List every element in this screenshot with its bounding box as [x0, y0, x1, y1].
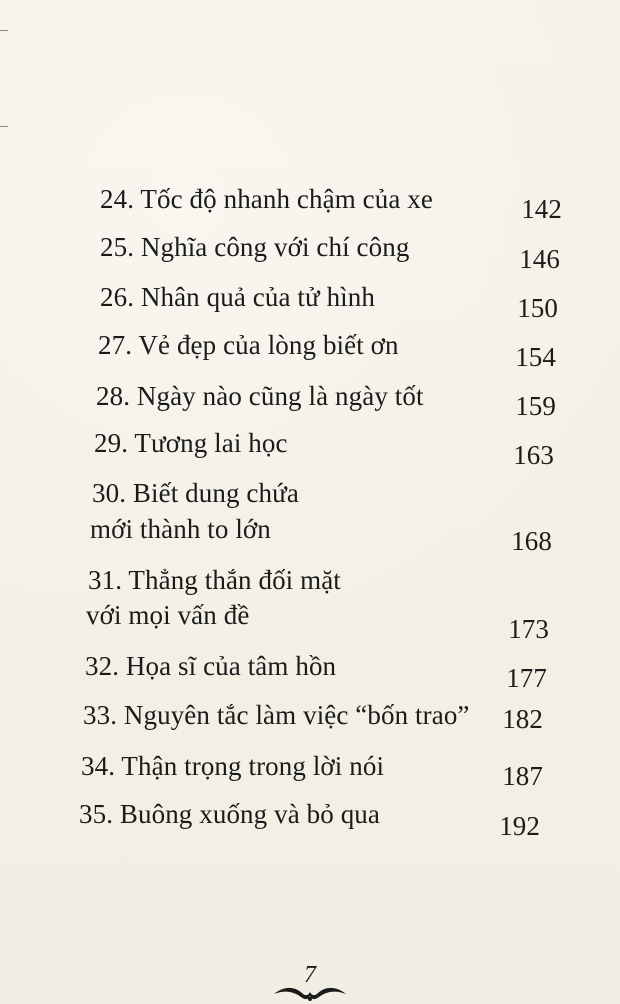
toc-entry-page: 154: [515, 342, 556, 372]
toc-entry-title-continued: với mọi vấn đề: [86, 600, 250, 630]
toc-entry-title: 30. Biết dung chứa: [92, 478, 299, 508]
toc-entry-title: 29. Tương lai học: [94, 428, 288, 458]
toc-entry-page: 192: [499, 811, 540, 841]
toc-entry-page: 163: [513, 440, 554, 470]
page-number: 7: [304, 962, 316, 988]
page-footer: [0, 960, 620, 1004]
toc-entry-page: 177: [506, 663, 547, 693]
toc-entry-title: 25. Nghĩa công với chí công: [100, 232, 410, 262]
toc-entry-page: 168: [511, 526, 552, 556]
toc-entry-title: 27. Vẻ đẹp của lòng biết ơn: [98, 330, 399, 360]
edge-mark: [0, 126, 8, 127]
toc-entry-title: 32. Họa sĩ của tâm hồn: [85, 651, 337, 681]
toc-entry-title: 24. Tốc độ nhanh chậm của xe: [100, 184, 433, 214]
toc-entry-page: 187: [502, 761, 543, 791]
toc-entry-page: 182: [502, 704, 543, 734]
toc-entry-title: 26. Nhân quả của tử hình: [100, 282, 375, 312]
toc-entry-title: 31. Thẳng thắn đối mặt: [88, 565, 341, 595]
toc-entry-title: 33. Nguyên tắc làm việc “bốn trao”: [83, 700, 470, 730]
edge-mark: [0, 30, 8, 31]
toc-entry-page: 159: [515, 391, 556, 421]
toc-entry-page: 146: [519, 244, 560, 274]
toc-entry-title: 28. Ngày nào cũng là ngày tốt: [96, 381, 424, 411]
toc-entry-page: 173: [508, 614, 549, 644]
toc-entry-title-continued: mới thành to lớn: [90, 514, 271, 544]
toc-entry-title: 35. Buông xuống và bỏ qua: [79, 799, 380, 829]
toc-entry-title: 34. Thận trọng trong lời nói: [81, 751, 385, 781]
toc-entry-page: 142: [521, 194, 562, 224]
flourish-ornament-icon: [270, 984, 350, 1004]
toc-entry-page: 150: [517, 293, 558, 323]
